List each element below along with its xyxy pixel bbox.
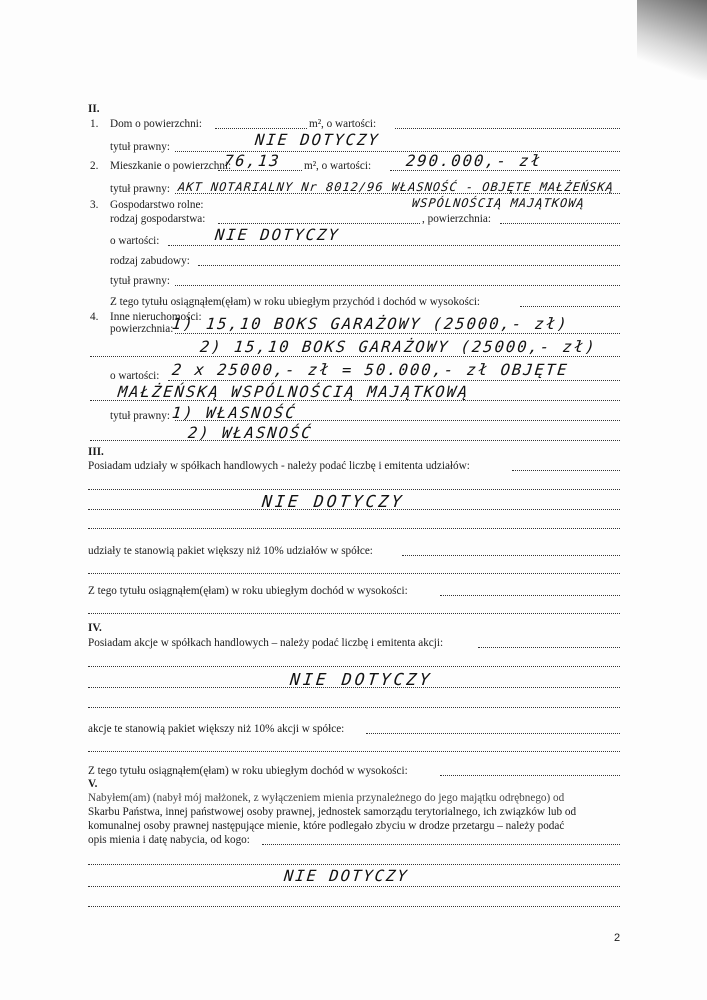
item-1-label: Dom o powierzchni: [110, 118, 202, 130]
dotted-line [88, 528, 620, 529]
item-4-area-label: powierzchnia: [110, 323, 174, 335]
item-3-handwritten-answer: NIE DOTYCZY [214, 226, 341, 244]
dotted-line [88, 573, 620, 574]
dotted-line [478, 647, 620, 648]
dotted-line [218, 170, 302, 171]
dotted-line [88, 707, 620, 708]
item-2-handwritten-title: AKT NOTARIALNY Nr 8012/96 WŁASNOŚĆ - OBJĘTE MAŁŻEŃSKĄ [177, 180, 615, 194]
dotted-line [215, 128, 307, 129]
item-2-handwritten-value: 290.000,- zł [405, 152, 543, 170]
item-2-number: 2. [90, 160, 99, 172]
item-4-handwritten-title-2: 2) WŁASNOŚĆ [187, 424, 314, 442]
item-3-title-label: tytuł prawny: [110, 275, 170, 287]
item-3-label: Gospodarstwo rolne: [110, 199, 204, 211]
dotted-line [90, 440, 620, 441]
dotted-line [88, 666, 620, 667]
dotted-line [440, 595, 620, 596]
dotted-line [402, 555, 620, 556]
item-4-handwritten-title-1: 1) WŁASNOŚĆ [171, 404, 298, 422]
item-4-title-label: tytuł prawny: [110, 410, 170, 422]
item-1-unit: m², o wartości: [309, 118, 377, 130]
item-4-label: Inne nieruchomości: [110, 311, 202, 323]
item-1-number: 1. [90, 118, 99, 130]
item-3-area-label: , powierzchnia: [422, 213, 491, 225]
item-2-unit: m², o wartości: [304, 160, 372, 172]
item-4-handwritten-value-continued: MAŁŻEŃSKĄ WSPÓLNOŚCIĄ MAJĄTKOWĄ [117, 383, 471, 401]
section-iii-package-label: udziały te stanowią pakiet większy niż 10% udziałów w spółce: [88, 545, 373, 557]
item-1-handwritten-answer: NIE DOTYCZY [254, 131, 381, 149]
dotted-line [88, 613, 620, 614]
section-iv-income-label: Z tego tytułu osiągnąłem(ęłam) w roku ubiegłym dochód w wysokości: [88, 765, 408, 777]
section-v-text-line-2: Skarbu Państwa, innej państwowej osoby prawnej, jednostek samorządu terytorialnego, ich związków lub od [88, 806, 577, 818]
scan-corner-shadow [637, 0, 707, 80]
dotted-line [90, 356, 620, 357]
dotted-line [520, 306, 620, 307]
section-iv-heading: IV. [88, 622, 102, 634]
section-v-handwritten-answer: NIE DOTYCZY [283, 867, 410, 885]
section-iv-package-label: akcje te stanowią pakiet większy niż 10% akcji w spółce: [88, 723, 345, 735]
section-v-text-line-1: Nabyłem(am) (nabył mój małżonek, z wyłączeniem mienia przynależnego do jego majątku odrębnego) od [88, 792, 565, 804]
section-iii-shares-label: Posiadam udziały w spółkach handlowych - należy podać liczbę i emitenta udziałów: [88, 460, 470, 472]
item-4-handwritten-area-2: 2) 15,10 BOKS GARAŻOWY (25000,- zł) [199, 338, 598, 356]
section-v-text-line-4: opis mienia i datę nabycia, od kogo: [88, 834, 250, 846]
dotted-line [88, 906, 620, 907]
page-number: 2 [614, 932, 621, 944]
dotted-line [512, 470, 620, 471]
item-2-title-label: tytuł prawny: [110, 183, 170, 195]
item-3-number: 3. [90, 199, 99, 211]
dotted-line [440, 775, 620, 776]
dotted-line [88, 489, 620, 490]
dotted-line [88, 864, 620, 865]
item-1-title-label: tytuł prawny: [110, 141, 170, 153]
item-4-handwritten-value: 2 x 25000,- zł = 50.000,- zł OBJĘTE [171, 361, 570, 379]
dotted-line [395, 128, 620, 129]
dotted-line [175, 285, 620, 286]
dotted-line [262, 844, 620, 845]
dotted-line [500, 223, 620, 224]
section-iii-income-label: Z tego tytułu osiągnąłem(ęłam) w roku ubiegłym dochód w wysokości: [88, 585, 408, 597]
item-2-handwritten-area: 76,13 [223, 152, 282, 170]
section-iv-handwritten-answer: NIE DOTYCZY [289, 670, 434, 689]
dotted-line [366, 733, 620, 734]
section-iii-heading: III. [88, 446, 104, 458]
dotted-line [88, 751, 620, 752]
dotted-line [218, 223, 420, 224]
section-v-text-line-3: komunalnej osoby prawnej następujące mienie, które podlegało zbyciu w drodze przetargu – należy podać [88, 820, 565, 832]
dotted-line [390, 170, 620, 171]
item-4-number: 4. [90, 311, 99, 323]
section-iii-handwritten-answer: NIE DOTYCZY [261, 492, 406, 511]
item-3-buildings-label: rodzaj zabudowy: [110, 255, 190, 267]
section-v-heading: V. [88, 778, 98, 790]
item-2-handwritten-title-continued: WSPÓLNOŚCIĄ MAJĄTKOWĄ [411, 196, 586, 210]
item-4-handwritten-area-1: 1) 15,10 BOKS GARAŻOWY (25000,- zł) [171, 315, 570, 333]
dotted-line [168, 380, 620, 381]
dotted-line [88, 886, 620, 887]
item-2-label: Mieszkanie o powierzchni: [110, 160, 232, 172]
dotted-line [198, 265, 620, 266]
item-3-worth-label: o wartości: [110, 235, 160, 247]
item-3-kind-label: rodzaj gospodarstwa: [110, 213, 206, 225]
dotted-line [168, 245, 620, 246]
section-ii-heading: II. [88, 103, 100, 115]
section-iv-stocks-label: Posiadam akcje w spółkach handlowych – należy podać liczbę i emitenta akcji: [88, 637, 444, 649]
dotted-line [175, 333, 620, 334]
item-3-income-label: Z tego tytułu osiągnąłem(ęłam) w roku ubiegłym przychód i dochód w wysokości: [110, 296, 481, 308]
item-4-worth-label: o wartości: [110, 370, 160, 382]
